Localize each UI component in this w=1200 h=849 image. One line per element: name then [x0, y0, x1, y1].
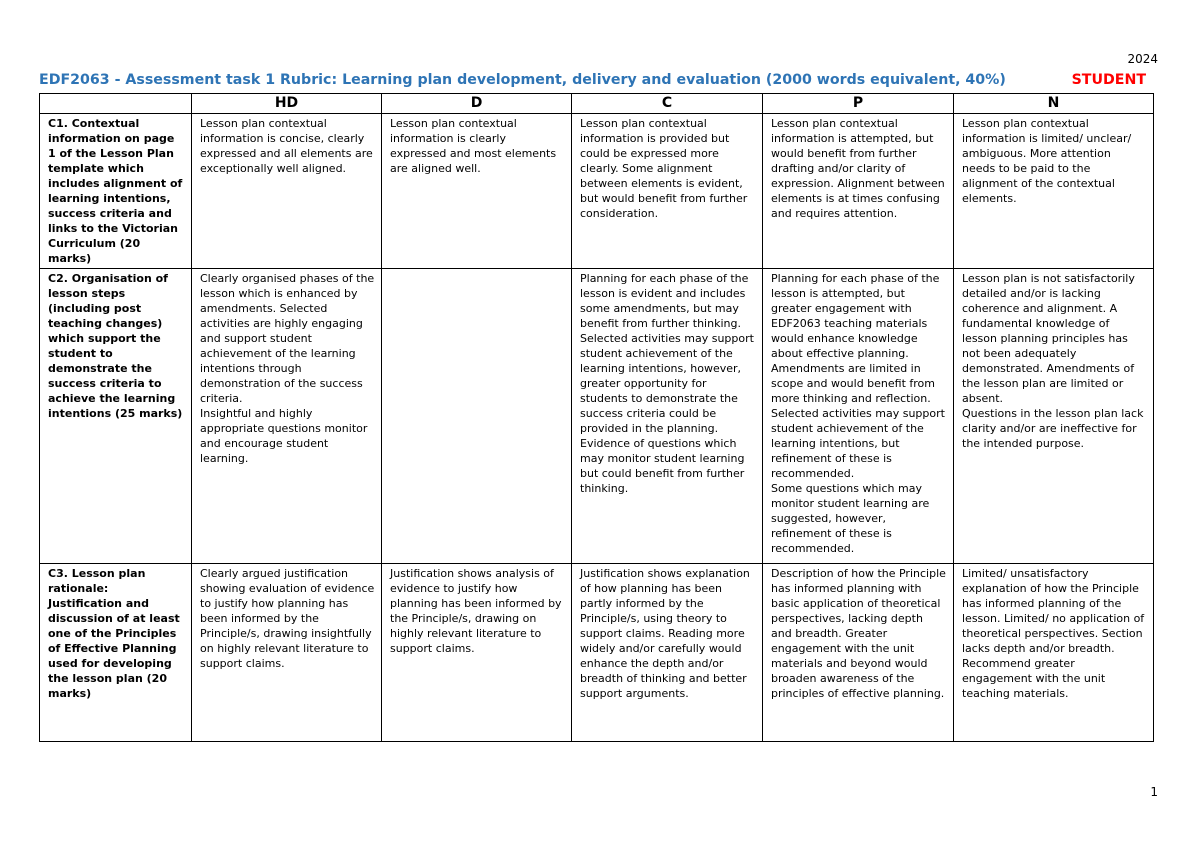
title-row [39, 72, 1151, 92]
column-header-c: C [572, 94, 763, 114]
d-cell [382, 269, 572, 564]
criterion-cell: C3. Lesson plan rationale: Justification and discussion of at least one of the Principles of Effective Planning used for developing the lesson plan (20 marks) [40, 564, 192, 742]
page-number: 1 [1150, 785, 1158, 799]
c-cell: Planning for each phase of the lesson is evident and includes some amendments, but may benefit from further thinking. Selected activities may support student achievement of the learning intentions, however, greater opportunity for students to demonstrate the success criteria could be provided in the planning. Evidence of questions which may monitor student learning but could benefit from further thinking. [572, 269, 763, 564]
column-header-p: P [763, 94, 954, 114]
hd-cell: Lesson plan contextual information is concise, clearly expressed and all elements are exceptionally well aligned. [192, 114, 382, 269]
column-header-n: N [954, 94, 1154, 114]
rubric-table [39, 93, 1154, 742]
n-cell: Lesson plan is not satisfactorily detailed and/or is lacking coherence and alignment. A fundamental knowledge of lesson planning principles has not been adequately demonstrated. Amendments of the lesson plan are limited or absent. Questions in the lesson plan lack clarity and/or are ineffective for the intended purpose. [954, 269, 1154, 564]
column-header-criteria [40, 94, 192, 114]
p-cell: Lesson plan contextual information is attempted, but would benefit from further drafting and/or clarity of expression. Alignment between elements is at times confusing and requires attention. [763, 114, 954, 269]
criterion-cell: C2. Organisation of lesson steps (including post teaching changes) which support the student to demonstrate the success criteria to achieve the learning intentions (25 marks) [40, 269, 192, 564]
document-title: EDF2063 - Assessment task 1 Rubric: Learning plan development, delivery and evaluation (2000 words equivalent, 40%) [39, 72, 1006, 88]
n-cell: Lesson plan contextual information is limited/ unclear/ ambiguous. More attention needs to be paid to the alignment of the contextual elements. [954, 114, 1154, 269]
c-cell: Justification shows explanation of how planning has been partly informed by the Principle/s, using theory to support claims. Reading more widely and/or carefully would enhance the depth and/or breadth of thinking and better support arguments. [572, 564, 763, 742]
table-row [40, 114, 1154, 269]
hd-cell: Clearly organised phases of the lesson which is enhanced by amendments. Selected activities are highly engaging and support student achievement of the learning intentions through demonstration of the success criteria. Insightful and highly appropriate questions monitor and encourage student learning. [192, 269, 382, 564]
hd-cell: Clearly argued justification showing evaluation of evidence to justify how planning has been informed by the Principle/s, drawing insightfully on highly relevant literature to support claims. [192, 564, 382, 742]
d-cell: Justification shows analysis of evidence to justify how planning has been informed by the Principle/s, drawing on highly relevant literature to support claims. [382, 564, 572, 742]
document-year: 2024 [1127, 52, 1158, 66]
p-cell: Planning for each phase of the lesson is attempted, but greater engagement with EDF2063 teaching materials would enhance knowledge about effective planning. Amendments are limited in scope and would benefit from more thinking and reflection. Selected activities may support student achievement of the learning intentions, but refinement of these is recommended. Some questions which may monitor student learning are suggested, however, refinement of these is recommended. [763, 269, 954, 564]
table-row [40, 564, 1154, 742]
n-cell: Limited/ unsatisfactory explanation of how the Principle has informed planning of the lesson. Limited/ no application of theoretical perspectives. Section lacks depth and/or breadth. Recommend greater engagement with the unit teaching materials. [954, 564, 1154, 742]
c-cell: Lesson plan contextual information is provided but could be expressed more clearly. Some alignment between elements is evident, but would benefit from further consideration. [572, 114, 763, 269]
header-row [40, 94, 1154, 114]
student-label: STUDENT [1071, 72, 1146, 88]
d-cell: Lesson plan contextual information is clearly expressed and most elements are aligned well. [382, 114, 572, 269]
column-header-hd: HD [192, 94, 382, 114]
criterion-cell: C1. Contextual information on page 1 of the Lesson Plan template which includes alignment of learning intentions, success criteria and links to the Victorian Curriculum (20 marks) [40, 114, 192, 269]
column-header-d: D [382, 94, 572, 114]
p-cell: Description of how the Principle has informed planning with basic application of theoretical perspectives, lacking depth and breadth. Greater engagement with the unit materials and beyond would broaden awareness of the principles of effective planning. [763, 564, 954, 742]
table-row [40, 269, 1154, 564]
